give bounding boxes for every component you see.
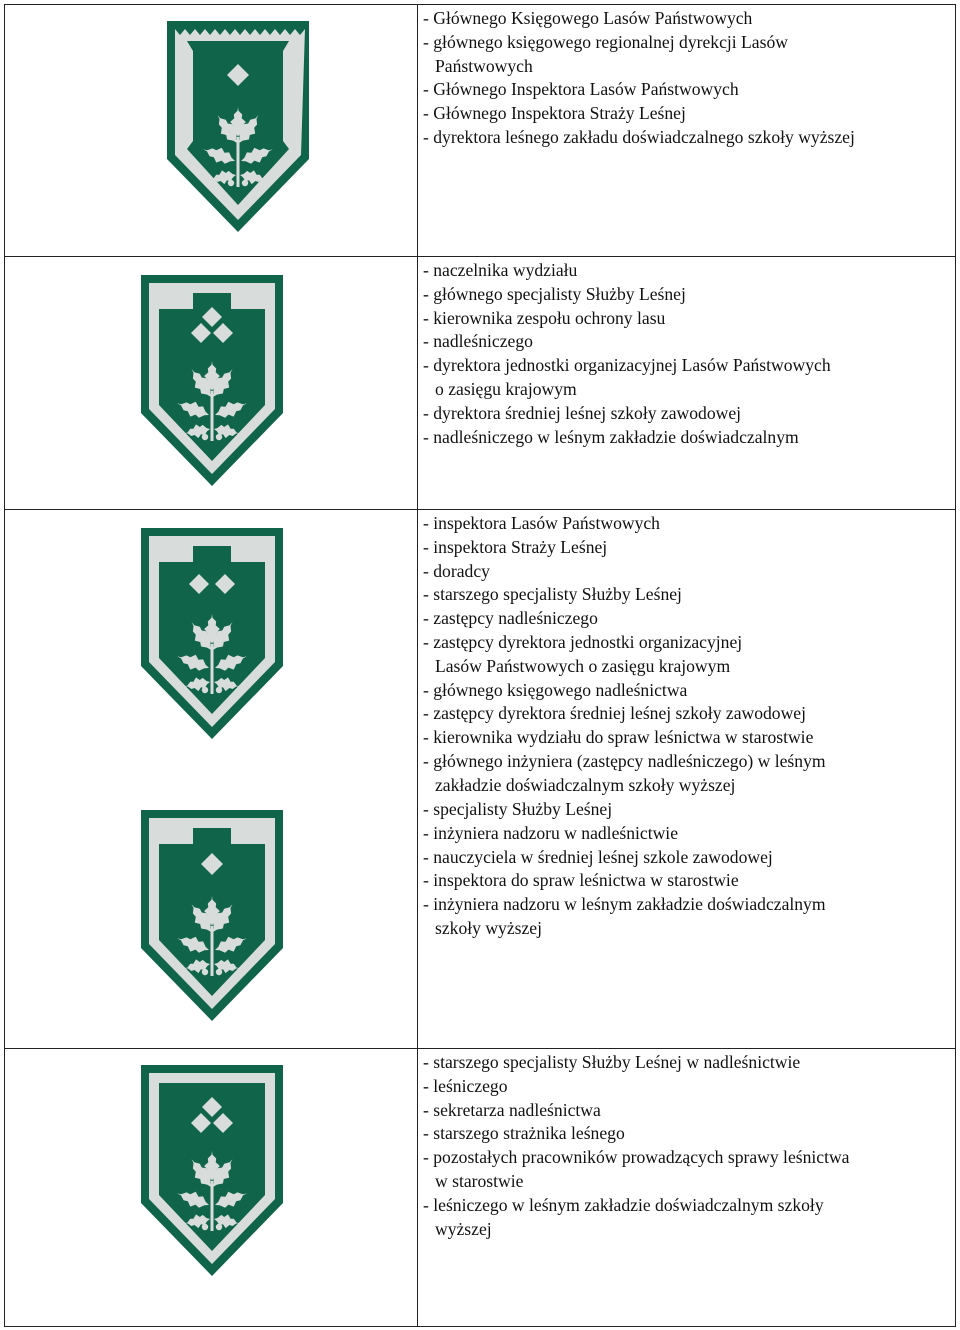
acorn-icon (242, 180, 248, 186)
position-line: Państwowych (435, 55, 533, 76)
badge-graphic (137, 526, 287, 741)
rank-badge-2 (137, 273, 287, 493)
acorn-icon (216, 969, 222, 975)
position-line: zakładzie doświadczalnym szkoły wyższej (435, 774, 736, 795)
position-line: - leśniczego (423, 1075, 508, 1096)
position-line: - doradcy (423, 560, 490, 581)
position-line: - inspektora Lasów Państwowych (423, 513, 660, 533)
acorn-icon (216, 687, 222, 693)
rank-badge-4 (137, 808, 287, 1028)
position-line: - kierownika zespołu ochrony lasu (423, 307, 666, 328)
position-line: szkoły wyższej (435, 917, 542, 938)
position-line: - dyrektora średniej leśnej szkoły zawodowej (423, 402, 742, 423)
acorn-icon (216, 1224, 222, 1230)
rank-badge-5 (137, 1063, 287, 1283)
table-row-1 (5, 5, 955, 257)
table-row-5 (5, 1049, 955, 1328)
acorn-icon (202, 1224, 208, 1230)
badge-graphic (137, 1063, 287, 1278)
acorn-icon (228, 180, 234, 186)
position-line: - zastępcy nadleśniczego (423, 608, 598, 629)
position-list-1 (423, 7, 947, 150)
position-line: - kierownika wydziału do spraw leśnictwa w starostwie (423, 727, 814, 748)
position-line: - starszego specjalisty Służby Leśnej (423, 584, 682, 605)
position-list-3 (423, 512, 947, 798)
position-line: - Głównego Inspektora Straży Leśnej (423, 103, 686, 124)
position-line: w starostwie (435, 1170, 524, 1191)
position-line: - głównego księgowego nadleśnictwa (423, 679, 688, 700)
table-row-3 (5, 510, 955, 1049)
badge-graphic (163, 19, 313, 234)
position-line: - leśniczego w leśnym zakładzie doświadczalnym szkoły (423, 1194, 824, 1215)
position-line: wyższej (435, 1218, 492, 1239)
position-line: - inżyniera nadzoru w leśnym zakładzie doświadczalnym (423, 894, 826, 915)
position-line: - pozostałych pracowników prowadzących sprawy leśnictwa (423, 1147, 850, 1168)
position-list-2 (423, 259, 947, 449)
acorn-icon (202, 687, 208, 693)
position-line: - głównego inżyniera (zastępcy nadleśniczego) w leśnym (423, 750, 826, 771)
rank-badge-3 (137, 526, 287, 746)
position-line: - Głównego Księgowego Lasów Państwowych (423, 8, 753, 28)
table-row-2 (5, 257, 955, 510)
position-line: - zastępcy dyrektora średniej leśnej szkoły zawodowej (423, 703, 807, 724)
position-line: o zasięgu krajowym (435, 378, 577, 399)
position-line: - starszego specjalisty Służby Leśnej w nadleśnictwie (423, 1052, 801, 1072)
position-line: - nadleśniczego w leśnym zakładzie doświadczalnym (423, 426, 799, 447)
position-line: - nauczyciela w średniej leśnej szkole zawodowej (423, 846, 773, 867)
position-line: - inspektora Straży Leśnej (423, 536, 608, 557)
position-line: - inżyniera nadzoru w nadleśnictwie (423, 822, 679, 843)
rank-insignia-table (4, 4, 956, 1327)
position-line: - naczelnika wydziału (423, 260, 578, 280)
badge-graphic (137, 273, 287, 488)
position-line: Lasów Państwowych o zasięgu krajowym (435, 655, 731, 676)
position-line: - nadleśniczego (423, 331, 533, 352)
position-list-4 (423, 798, 947, 941)
acorn-icon (202, 434, 208, 440)
position-line: - dyrektora jednostki organizacyjnej Lasów Państwowych (423, 355, 831, 376)
position-line: - zastępcy dyrektora jednostki organizacyjnej (423, 631, 743, 652)
position-line: - sekretarza nadleśnictwa (423, 1099, 601, 1120)
badge-graphic (137, 808, 287, 1023)
position-line: - Głównego Inspektora Lasów Państwowych (423, 79, 739, 100)
position-line: - głównego specjalisty Służby Leśnej (423, 283, 686, 304)
position-line: - głównego księgowego regionalnej dyrekcji Lasów (423, 31, 788, 52)
position-line: - specjalisty Służby Leśnej (423, 799, 613, 819)
position-line: - inspektora do spraw leśnictwa w starostwie (423, 870, 739, 891)
position-line: - starszego strażnika leśnego (423, 1123, 625, 1144)
position-line: - dyrektora leśnego zakładu doświadczalnego szkoły wyższej (423, 126, 855, 147)
rank-badge-1 (163, 19, 313, 239)
acorn-icon (202, 969, 208, 975)
acorn-icon (216, 434, 222, 440)
position-list-5 (423, 1051, 947, 1241)
